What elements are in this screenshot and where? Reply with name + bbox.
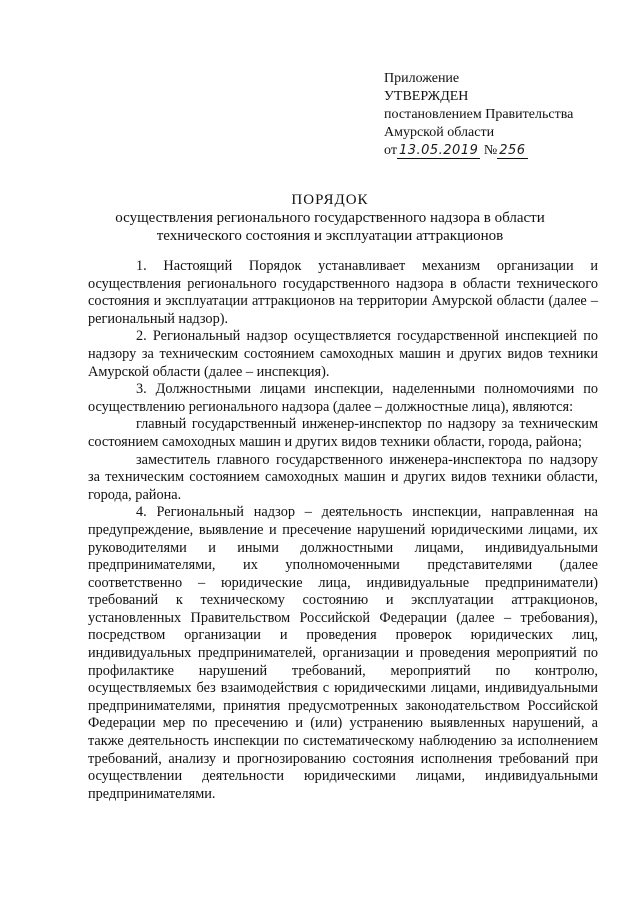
approval-line-resolution: постановлением Правительства (384, 107, 574, 122)
paragraph-1: 1. Настоящий Порядок устанавливает механизм организации и осуществления регионального государственного надзора в области технического состояния и эксплуатации аттракционов на территории Амурской области (далее – региональный надзор). (88, 258, 598, 327)
paragraph-3-item-2: заместитель главного государственного инженера-инспектора по надзору за техническим состоянием самоходных машин и других видов техники области, города, района. (88, 451, 598, 503)
document-body (88, 258, 598, 803)
approval-stamp-block (384, 70, 573, 160)
approval-line-region: Амурской области (384, 125, 495, 140)
approval-line-appendix: Приложение (384, 71, 460, 86)
paragraph-2: 2. Региональный надзор осуществляется государственной инспекцией по надзору за техническим состоянием самоходных машин и других видов техники Амурской области (далее – инспекция). (88, 328, 598, 380)
number-prefix: № (483, 143, 498, 158)
paragraph-3-item-1: главный государственный инженер-инспектор по надзору за техническим состоянием самоходных машин и других видов техники области, города, района; (88, 416, 598, 450)
handwritten-number: 256 (499, 143, 526, 158)
document-subtitle-line2: технического состояния и эксплуатации аттракционов (156, 228, 504, 244)
approval-line-approved: УТВЕРЖДЕН (384, 89, 469, 104)
document-subtitle-line1: осуществления регионального государственного надзора в области (115, 210, 545, 226)
paragraph-3: 3. Должностными лицами инспекции, наделенными полномочиями по осуществлению регионального надзора (далее – должностные лица), являются: (88, 381, 598, 415)
approval-date-line (384, 142, 573, 160)
date-prefix: от (384, 143, 397, 158)
document-heading: ПОРЯДОК (291, 192, 369, 208)
paragraph-4: 4. Региональный надзор – деятельность инспекции, направленная на предупреждение, выявление и пресечение нарушений юридическими лицами, их руководителями и иными должностными лицами, индивидуальными предпринимателями, их уполномоченными представителями (далее соответственно – юридические лица, индивидуальные предприниматели) требований к техническому состоянию и эксплуатации аттракционов, установленных Правительством Российской Федерации (далее – требования), посредством организации и проведения проверок юридических лиц, индивидуальных предпринимателей, организации и проведения мероприятий по профилактике нарушений требований, мероприятий по контролю, осуществляемых без взаимодействия с юридическими лицами, индивидуальными предпринимателями, принятия предусмотренных законодательством Российской Федерации мер по пресечению и (или) устранению выявленных нарушений, а также деятельность инспекции по систематическому наблюдению за исполнением требований, анализу и прогнозированию состояния исполнения требований при осуществлении деятельности юридическими лицами, индивидуальными предпринимателями. (88, 504, 598, 802)
handwritten-date: 13.05.2019 (398, 143, 479, 158)
document-title-block (60, 191, 600, 245)
